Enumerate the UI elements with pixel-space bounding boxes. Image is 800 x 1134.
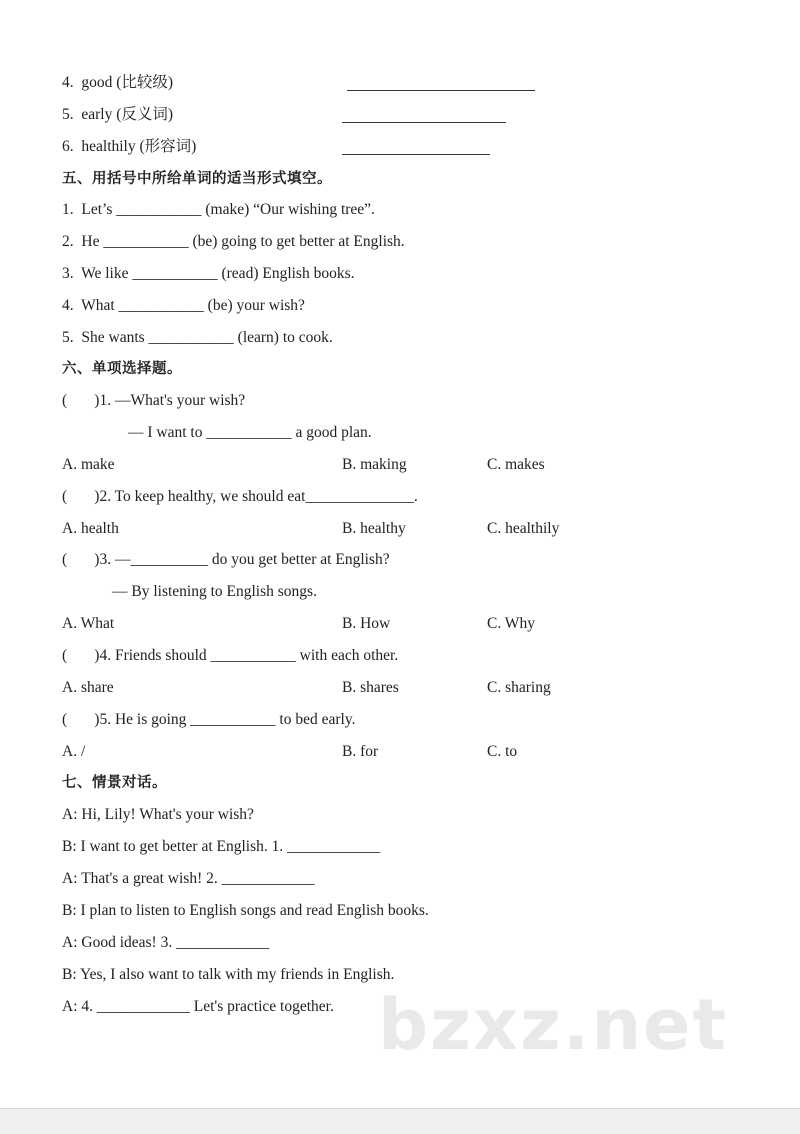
- option-a: A. /: [62, 743, 86, 760]
- answer-blank[interactable]: [347, 90, 535, 91]
- part4-item-4: 4. good (比较级): [62, 74, 174, 91]
- dialogue-line: A: That's a great wish! 2. ____________: [62, 870, 315, 887]
- option-c: C. Why: [487, 615, 535, 632]
- option-a: A. What: [62, 615, 115, 632]
- option-a: A. share: [62, 679, 114, 696]
- dialogue-line: B: I want to get better at English. 1. ____________: [62, 838, 381, 855]
- option-b: B. making: [342, 456, 407, 473]
- option-c: C. makes: [487, 456, 545, 473]
- part5-item-4: 4. What ___________ (be) your wish?: [62, 297, 305, 314]
- section-heading-7: 七、情景对话。: [62, 775, 167, 791]
- answer-blank[interactable]: [342, 154, 490, 155]
- option-b: B. for: [342, 743, 379, 760]
- part5-item-2: 2. He ___________ (be) going to get better at English.: [62, 233, 405, 250]
- question-stem-3: ( )3. —__________ do you get better at English?: [62, 551, 390, 568]
- question-line2-1: — I want to ___________ a good plan.: [128, 424, 372, 441]
- option-b: B. How: [342, 615, 391, 632]
- watermark: bzxz.net: [378, 984, 729, 1066]
- section-heading-5: 五、用括号中所给单词的适当形式填空。: [62, 171, 332, 187]
- question-stem-1: ( )1. —What's your wish?: [62, 392, 246, 409]
- question-stem-2: ( )2. To keep healthy, we should eat______________.: [62, 488, 418, 505]
- dialogue-line: A: Good ideas! 3. ____________: [62, 934, 270, 951]
- part5-item-1: 1. Let’s ___________ (make) “Our wishing tree”.: [62, 201, 375, 218]
- option-a: A. make: [62, 456, 115, 473]
- part4-item-5: 5. early (反义词): [62, 106, 174, 123]
- question-stem-5: ( )5. He is going ___________ to bed early.: [62, 711, 356, 728]
- option-c: C. sharing: [487, 679, 551, 696]
- dialogue-line: A: Hi, Lily! What's your wish?: [62, 806, 254, 823]
- section-heading-6: 六、单项选择题。: [62, 361, 182, 377]
- question-line2-3: — By listening to English songs.: [112, 583, 317, 600]
- option-b: B. shares: [342, 679, 399, 696]
- page-gap: [0, 1109, 800, 1134]
- option-c: C. to: [487, 743, 518, 760]
- part4-item-6: 6. healthily (形容词): [62, 138, 197, 155]
- option-a: A. health: [62, 520, 119, 537]
- option-b: B. healthy: [342, 520, 406, 537]
- dialogue-line: B: I plan to listen to English songs and read English books.: [62, 902, 429, 919]
- question-stem-4: ( )4. Friends should ___________ with each other.: [62, 647, 399, 664]
- option-c: C. healthily: [487, 520, 560, 537]
- part5-item-3: 3. We like ___________ (read) English books.: [62, 265, 355, 282]
- dialogue-line: B: Yes, I also want to talk with my friends in English.: [62, 966, 395, 983]
- part5-item-5: 5. She wants ___________ (learn) to cook.: [62, 329, 333, 346]
- answer-blank[interactable]: [342, 122, 506, 123]
- dialogue-line: A: 4. ____________ Let's practice together.: [62, 998, 334, 1015]
